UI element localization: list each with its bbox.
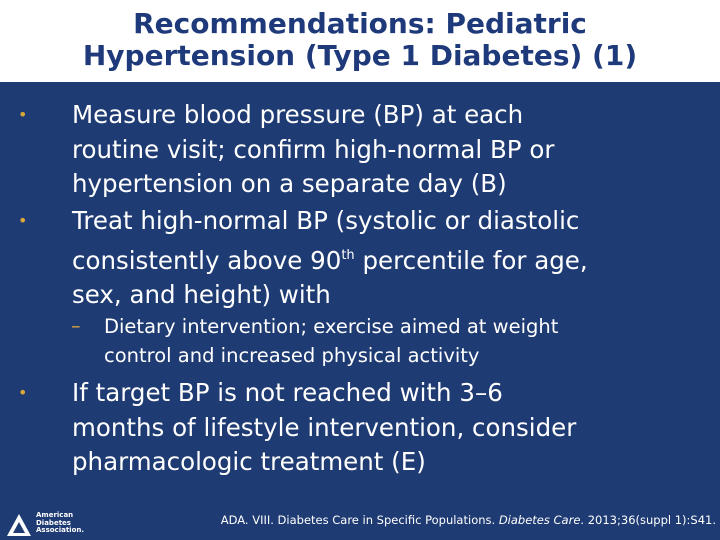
bullet-marker: •	[18, 383, 28, 402]
bullet-marker: •	[18, 105, 28, 124]
bullet-item	[18, 376, 712, 480]
triangle-logo-icon	[6, 513, 32, 537]
bullet-line	[72, 239, 712, 279]
sub-bullet-item	[71, 312, 704, 370]
bullet-line: Treat high-normal BP (systolic or diastolic	[72, 206, 580, 235]
logo-line: Association.	[36, 526, 85, 534]
ordinal-superscript: th	[341, 247, 355, 263]
bullet-line: hypertension on a separate day (B)	[72, 169, 507, 198]
slide-title	[0, 0, 720, 80]
title-line-2: Hypertension (Type 1 Diabetes) (1)	[82, 39, 638, 72]
bullet-text: consistently above 90	[72, 245, 342, 275]
sub-bullet-line: Dietary intervention; exercise aimed at weight	[104, 315, 559, 338]
bullet-line: months of lifestyle intervention, consider	[72, 412, 577, 442]
slide-footer	[0, 500, 720, 540]
bullet-line: sex, and height) with	[72, 280, 331, 309]
title-line-1: Recommendations: Pediatric	[133, 7, 587, 40]
citation	[221, 513, 716, 527]
logo-line: American	[36, 511, 74, 519]
content-panel	[0, 82, 720, 540]
bullet-line: Measure blood pressure (BP) at each	[72, 100, 524, 129]
citation-text: . 2013;36(suppl 1):S41.	[580, 513, 716, 527]
sub-bullet-line: control and increased physical activity	[104, 344, 480, 367]
bullet-line: If target BP is not reached with 3–6	[72, 378, 503, 407]
bullet-item	[18, 98, 712, 202]
logo-line: Diabetes	[36, 518, 71, 527]
logo-text	[36, 512, 84, 535]
bullet-line: routine visit; confirm high-normal BP or	[72, 134, 555, 164]
dash-marker: –	[71, 315, 81, 337]
citation-text: ADA. VIII. Diabetes Care in Specific Populations.	[220, 513, 499, 527]
bullet-line: pharmacologic treatment (E)	[72, 447, 426, 476]
bullet-text: percentile for age,	[354, 245, 588, 275]
ada-logo	[6, 511, 86, 539]
bullet-item	[18, 204, 712, 313]
bullet-marker: •	[18, 211, 28, 230]
citation-journal: Diabetes Care	[498, 513, 581, 527]
